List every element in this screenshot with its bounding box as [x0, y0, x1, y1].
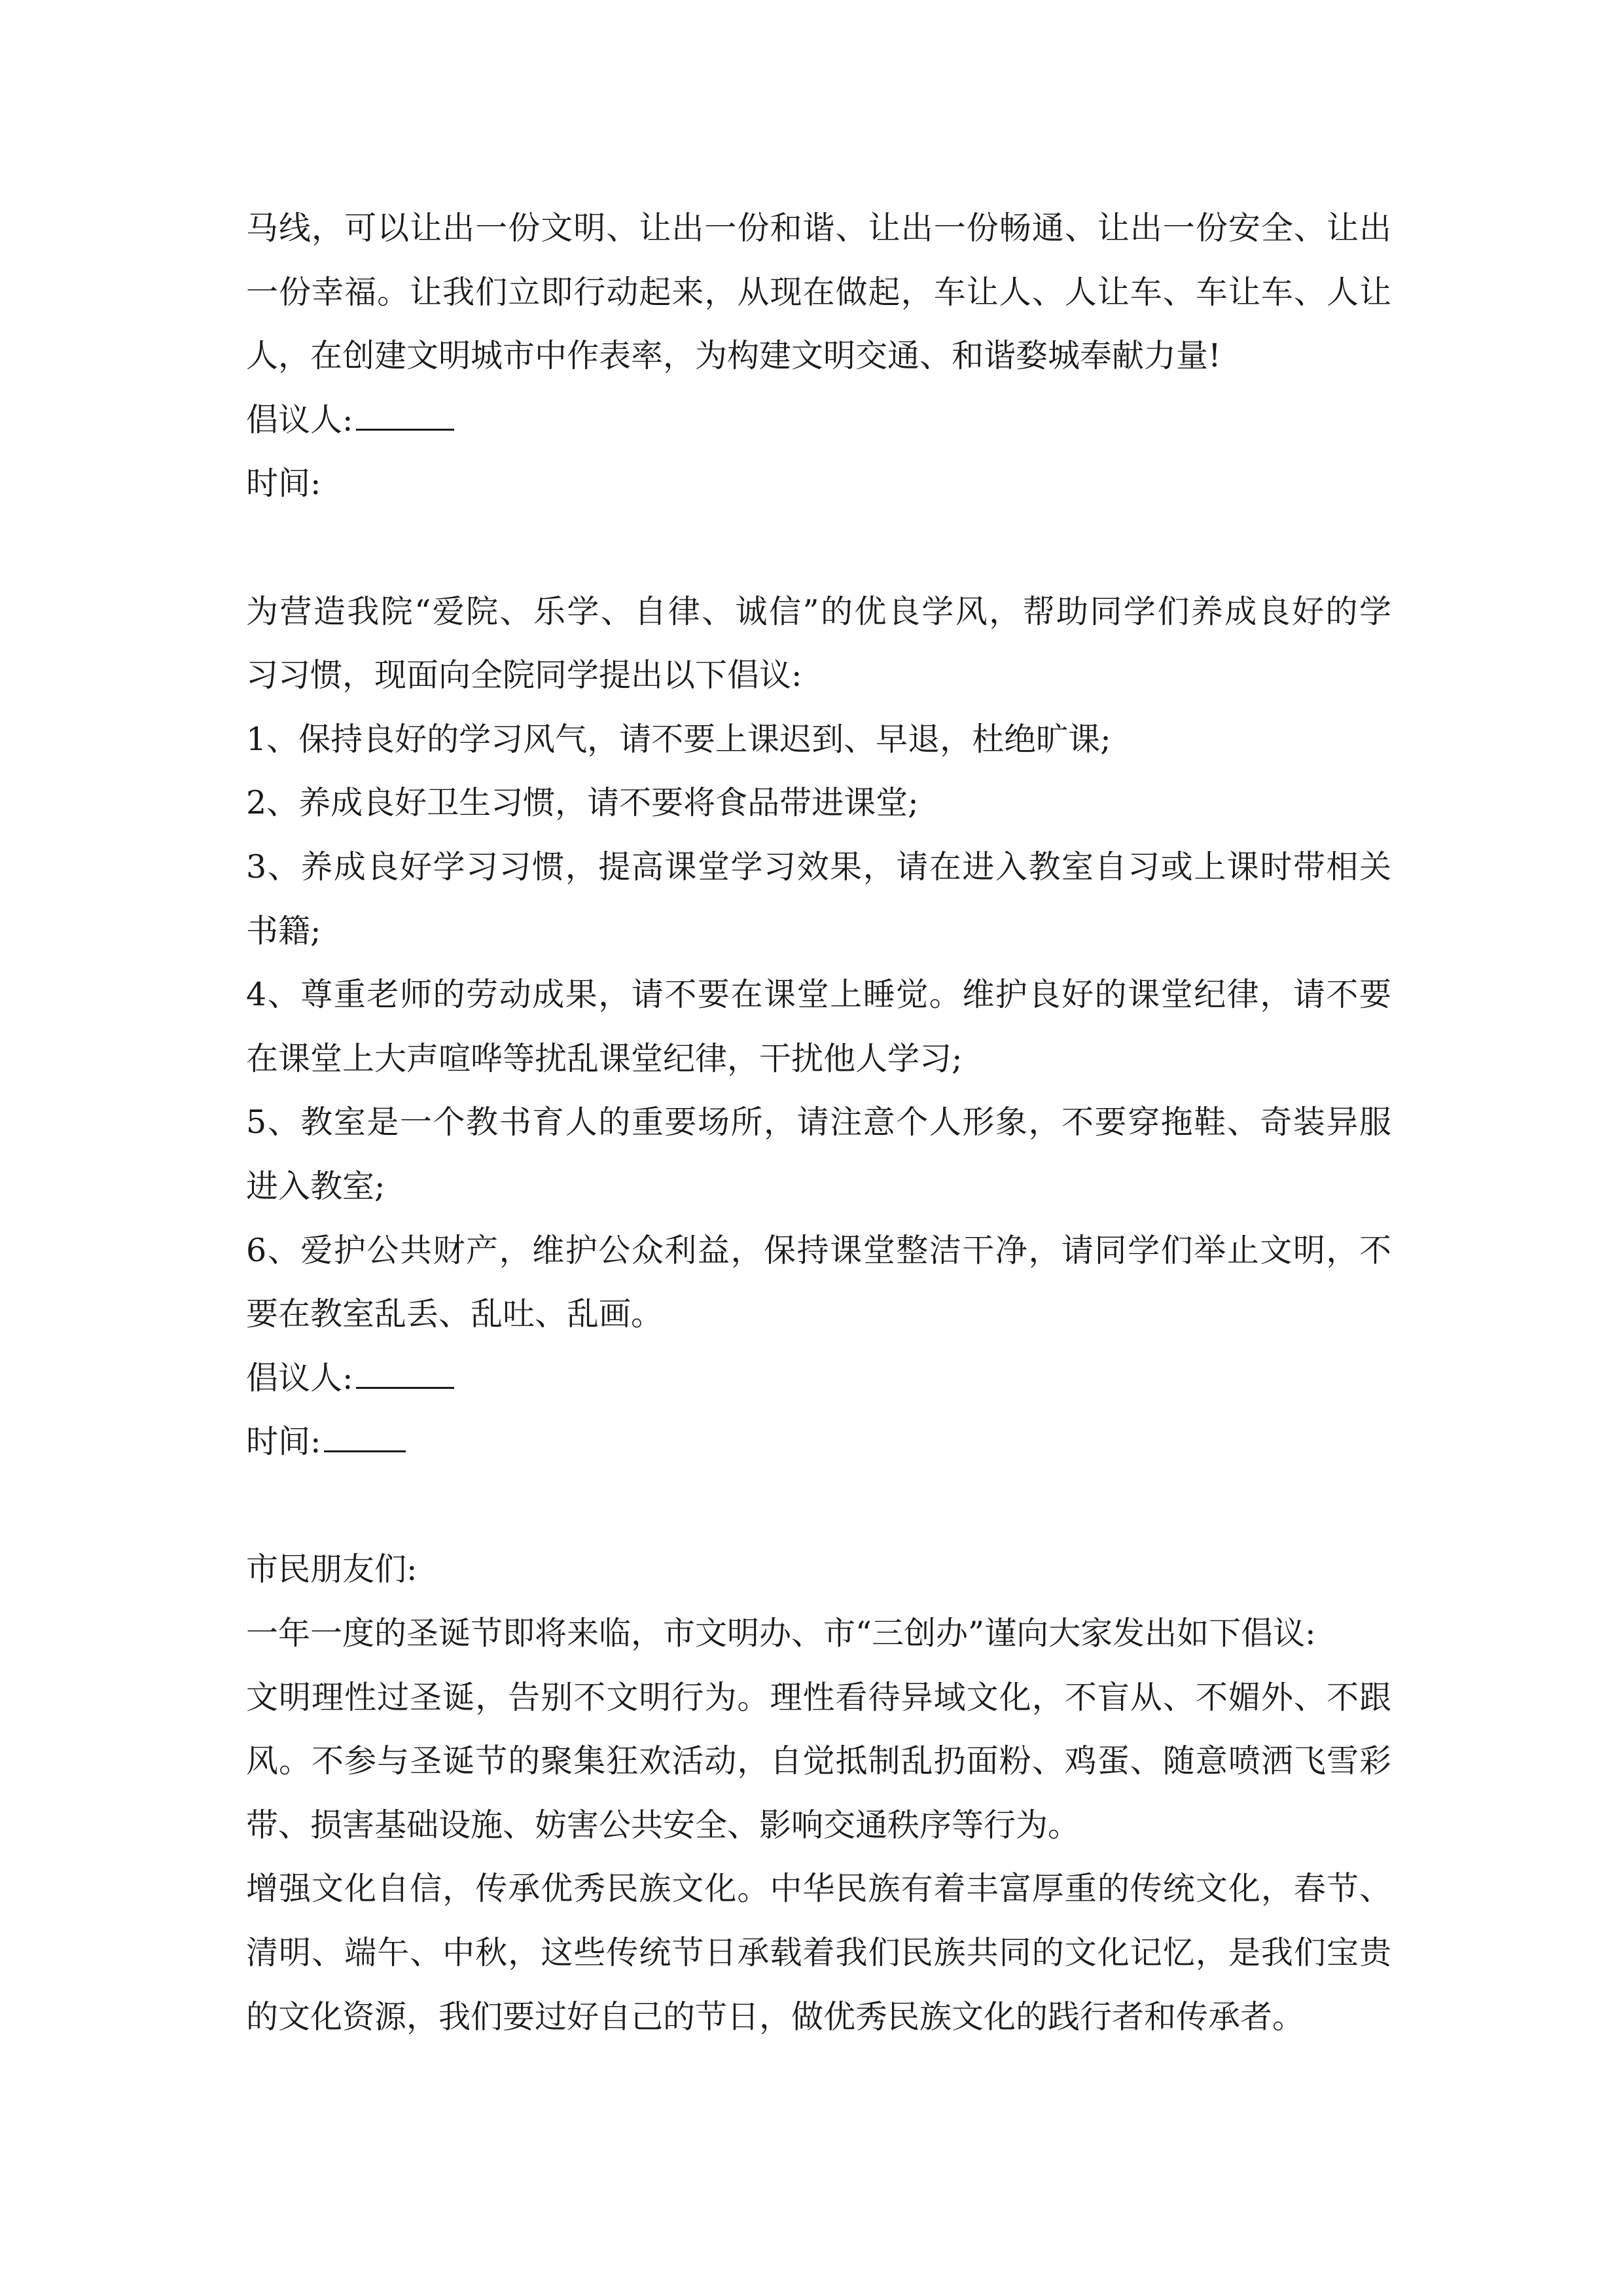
time-line: [246, 452, 1391, 516]
list-item: 6、爱护公共财产，维护公众利益，保持课堂整洁干净，请同学们举止文明，不: [246, 1231, 1391, 1269]
paragraph-line: 人，在创建文明城市中作表率，为构建文明交通、和谐婺城奉献力量!: [246, 337, 1221, 375]
proposer-label: 倡议人:: [246, 1359, 353, 1397]
proposer-blank: [356, 1362, 454, 1389]
list-item: 1、保持良好的学习风气，请不要上课迟到、早退，杜绝旷课;: [246, 720, 1111, 758]
paragraph-line: 文明理性过圣诞，告别不文明行为。理性看待异域文化，不盲从、不媚外、不跟: [246, 1678, 1391, 1716]
list-item: 要在教室乱丢、乱吐、乱画。: [246, 1295, 664, 1333]
list-item: 在课堂上大声喧哗等扰乱课堂纪律，干扰他人学习;: [246, 1039, 963, 1077]
time-blank: [324, 1426, 406, 1452]
time-label: 时间:: [246, 1423, 321, 1461]
proposer-line: [246, 1346, 1391, 1410]
paragraph-line: 的文化资源，我们要过好自己的节日，做优秀民族文化的践行者和传承者。: [246, 1998, 1305, 2036]
list-item: 书籍;: [246, 912, 321, 950]
paragraph-line: 带、损害基础设施、妨害公共安全、影响交通秩序等行为。: [246, 1806, 1080, 1844]
proposer-label: 倡议人:: [246, 401, 353, 439]
section-spacer: [246, 516, 1391, 580]
section-christmas-proposal: [246, 1537, 1391, 2049]
proposer-blank: [356, 404, 454, 431]
list-item: 5、教室是一个教书育人的重要场所，请注意个人形象，不要穿拖鞋、奇装异服: [246, 1103, 1391, 1141]
paragraph-line: 清明、端午、中秋，这些传统节日承载着我们民族共同的文化记忆，是我们宝贵: [246, 1934, 1391, 1972]
list-item: 进入教室;: [246, 1167, 385, 1205]
time-line: [246, 1410, 1391, 1474]
section-study-proposal: [246, 580, 1391, 1474]
greeting: 市民朋友们:: [246, 1551, 418, 1588]
paragraph-line: 马线，可以让出一份文明、让出一份和谐、让出一份畅通、让出一份安全、让出: [246, 209, 1391, 247]
proposer-line: [246, 388, 1391, 452]
paragraph-line: 风。不参与圣诞节的聚集狂欢活动，自觉抵制乱扔面粉、鸡蛋、随意喷洒飞雪彩: [246, 1742, 1391, 1780]
paragraph-line: 一年一度的圣诞节即将来临，市文明办、市“三创办”谨向大家发出如下倡议:: [246, 1615, 1316, 1653]
document-page: [246, 196, 1391, 2049]
list-item: 2、养成良好卫生习惯，请不要将食品带进课堂;: [246, 784, 919, 822]
time-label: 时间:: [246, 465, 321, 503]
list-item: 3、养成良好学习习惯，提高课堂学习效果，请在进入教室自习或上课时带相关: [246, 848, 1391, 886]
paragraph-line: 一份幸福。让我们立即行动起来，从现在做起，车让人、人让车、车让车、人让: [246, 273, 1391, 311]
list-item: 4、尊重老师的劳动成果，请不要在课堂上睡觉。维护良好的课堂纪律，请不要: [246, 976, 1391, 1014]
section-traffic-proposal: [246, 196, 1391, 516]
paragraph-line: 为营造我院“爱院、乐学、自律、诚信”的优良学风，帮助同学们养成良好的学: [246, 592, 1391, 630]
section-spacer: [246, 1474, 1391, 1538]
paragraph-line: 增强文化自信，传承优秀民族文化。中华民族有着丰富厚重的传统文化，春节、: [246, 1870, 1391, 1908]
paragraph-line: 习习惯，现面向全院同学提出以下倡议:: [246, 656, 802, 694]
